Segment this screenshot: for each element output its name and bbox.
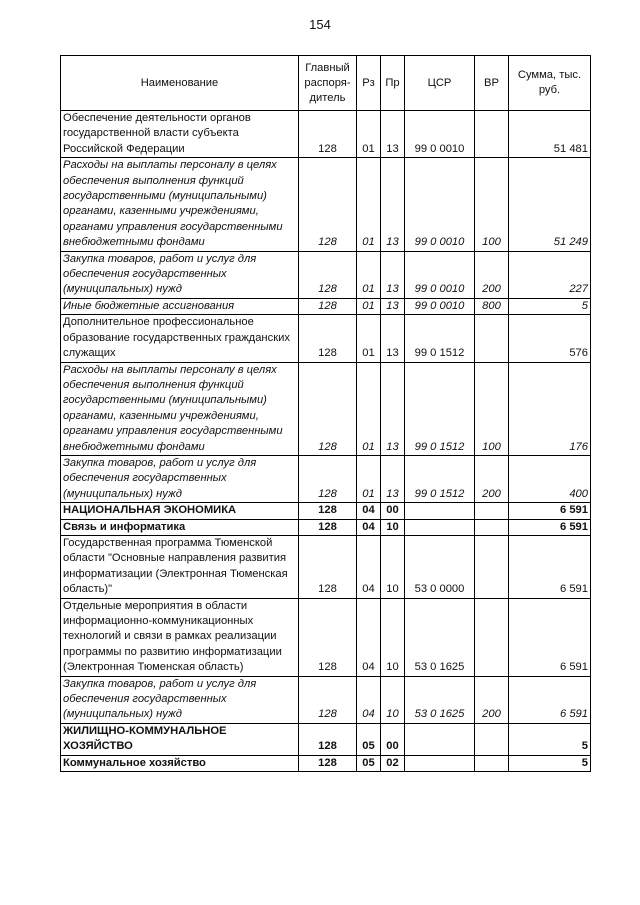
table-row xyxy=(61,535,591,598)
cell-vr xyxy=(475,598,509,676)
cell-name: Иные бюджетные ассигнования xyxy=(61,298,299,314)
cell-main-manager: 128 xyxy=(299,111,357,158)
cell-csr: 99 0 0010 xyxy=(405,111,475,158)
cell-pr: 10 xyxy=(381,535,405,598)
header-csr: ЦСР xyxy=(405,56,475,111)
header-main-manager: Главный распоря-дитель xyxy=(299,56,357,111)
cell-csr: 99 0 1512 xyxy=(405,455,475,502)
cell-rz: 01 xyxy=(357,315,381,362)
cell-vr: 200 xyxy=(475,455,509,502)
cell-sum: 6 591 xyxy=(509,598,591,676)
cell-sum: 5 xyxy=(509,298,591,314)
cell-vr: 100 xyxy=(475,362,509,455)
cell-rz: 04 xyxy=(357,519,381,535)
cell-sum: 176 xyxy=(509,362,591,455)
cell-csr: 53 0 1625 xyxy=(405,676,475,723)
cell-pr: 13 xyxy=(381,298,405,314)
cell-csr xyxy=(405,723,475,755)
cell-vr xyxy=(475,723,509,755)
table-row xyxy=(61,519,591,535)
table-row xyxy=(61,158,591,251)
cell-csr: 99 0 0010 xyxy=(405,251,475,298)
cell-main-manager: 128 xyxy=(299,298,357,314)
cell-sum: 6 591 xyxy=(509,535,591,598)
cell-vr: 800 xyxy=(475,298,509,314)
table-row xyxy=(61,676,591,723)
cell-pr: 13 xyxy=(381,455,405,502)
cell-csr: 53 0 1625 xyxy=(405,598,475,676)
header-vr: ВР xyxy=(475,56,509,111)
cell-csr xyxy=(405,503,475,519)
cell-name: Обеспечение деятельности органов государственной власти субъекта Российской Федерации xyxy=(61,111,299,158)
header-sum: Сумма, тыс. руб. xyxy=(509,56,591,111)
cell-name: Расходы на выплаты персоналу в целях обеспечения выполнения функций государственными (муниципальными) органами, казенными учреждениями, органами управления государственными внебюджетными фондами xyxy=(61,158,299,251)
cell-csr: 99 0 0010 xyxy=(405,158,475,251)
cell-pr: 13 xyxy=(381,111,405,158)
header-pr: Пр xyxy=(381,56,405,111)
cell-sum: 576 xyxy=(509,315,591,362)
table-row xyxy=(61,455,591,502)
cell-main-manager: 128 xyxy=(299,455,357,502)
cell-name: Государственная программа Тюменской области "Основные направления развития информатизации (Электронная Тюменская область)" xyxy=(61,535,299,598)
table-row xyxy=(61,251,591,298)
cell-csr: 99 0 1512 xyxy=(405,362,475,455)
table-row xyxy=(61,315,591,362)
cell-pr: 13 xyxy=(381,251,405,298)
cell-main-manager: 128 xyxy=(299,598,357,676)
cell-vr xyxy=(475,519,509,535)
cell-pr: 13 xyxy=(381,315,405,362)
cell-pr: 10 xyxy=(381,519,405,535)
cell-main-manager: 128 xyxy=(299,723,357,755)
cell-sum: 51 481 xyxy=(509,111,591,158)
cell-sum: 227 xyxy=(509,251,591,298)
cell-rz: 04 xyxy=(357,676,381,723)
cell-rz: 01 xyxy=(357,362,381,455)
header-row xyxy=(61,56,591,111)
cell-name: Отдельные мероприятия в области информационно-коммуникационных технологий и связи в рамках реализации программы по развитию информатизации (Электронная Тюменская область) xyxy=(61,598,299,676)
cell-name: ЖИЛИЩНО-КОММУНАЛЬНОЕ ХОЗЯЙСТВО xyxy=(61,723,299,755)
cell-sum: 51 249 xyxy=(509,158,591,251)
cell-name: Закупка товаров, работ и услуг для обеспечения государственных (муниципальных) нужд xyxy=(61,251,299,298)
page-number: 154 xyxy=(309,17,331,32)
cell-sum: 5 xyxy=(509,755,591,771)
cell-csr xyxy=(405,755,475,771)
cell-main-manager: 128 xyxy=(299,503,357,519)
cell-rz: 01 xyxy=(357,298,381,314)
table-row xyxy=(61,755,591,771)
cell-sum: 6 591 xyxy=(509,676,591,723)
table-row xyxy=(61,362,591,455)
cell-pr: 00 xyxy=(381,503,405,519)
cell-csr: 53 0 0000 xyxy=(405,535,475,598)
table-row xyxy=(61,111,591,158)
cell-pr: 10 xyxy=(381,598,405,676)
cell-rz: 01 xyxy=(357,455,381,502)
cell-sum: 6 591 xyxy=(509,503,591,519)
cell-vr xyxy=(475,755,509,771)
cell-vr xyxy=(475,315,509,362)
header-name: Наименование xyxy=(61,56,299,111)
cell-pr: 13 xyxy=(381,362,405,455)
cell-pr: 10 xyxy=(381,676,405,723)
header-rz: Рз xyxy=(357,56,381,111)
cell-csr xyxy=(405,519,475,535)
cell-sum: 6 591 xyxy=(509,519,591,535)
cell-pr: 00 xyxy=(381,723,405,755)
cell-main-manager: 128 xyxy=(299,519,357,535)
table-row xyxy=(61,598,591,676)
cell-pr: 13 xyxy=(381,158,405,251)
cell-main-manager: 128 xyxy=(299,755,357,771)
cell-rz: 05 xyxy=(357,723,381,755)
cell-name: Закупка товаров, работ и услуг для обеспечения государственных (муниципальных) нужд xyxy=(61,455,299,502)
cell-main-manager: 128 xyxy=(299,676,357,723)
cell-name: Связь и информатика xyxy=(61,519,299,535)
cell-rz: 04 xyxy=(357,503,381,519)
cell-rz: 01 xyxy=(357,111,381,158)
cell-pr: 02 xyxy=(381,755,405,771)
cell-main-manager: 128 xyxy=(299,315,357,362)
cell-csr: 99 0 1512 xyxy=(405,315,475,362)
cell-rz: 01 xyxy=(357,251,381,298)
table-row xyxy=(61,298,591,314)
cell-vr: 200 xyxy=(475,251,509,298)
cell-main-manager: 128 xyxy=(299,535,357,598)
cell-rz: 04 xyxy=(357,535,381,598)
cell-vr: 200 xyxy=(475,676,509,723)
cell-vr xyxy=(475,503,509,519)
cell-name: Коммунальное хозяйство xyxy=(61,755,299,771)
table-body xyxy=(61,111,591,772)
cell-main-manager: 128 xyxy=(299,251,357,298)
cell-sum: 400 xyxy=(509,455,591,502)
cell-csr: 99 0 0010 xyxy=(405,298,475,314)
cell-rz: 04 xyxy=(357,598,381,676)
cell-main-manager: 128 xyxy=(299,362,357,455)
cell-name: Дополнительное профессиональное образование государственных гражданских служащих xyxy=(61,315,299,362)
cell-name: НАЦИОНАЛЬНАЯ ЭКОНОМИКА xyxy=(61,503,299,519)
cell-rz: 01 xyxy=(357,158,381,251)
cell-sum: 5 xyxy=(509,723,591,755)
table-row xyxy=(61,503,591,519)
cell-name: Расходы на выплаты персоналу в целях обеспечения выполнения функций государственными (муниципальными) органами, казенными учреждениями, органами управления государственными внебюджетными фондами xyxy=(61,362,299,455)
table-row xyxy=(61,723,591,755)
cell-vr: 100 xyxy=(475,158,509,251)
cell-main-manager: 128 xyxy=(299,158,357,251)
cell-rz: 05 xyxy=(357,755,381,771)
budget-table xyxy=(60,55,591,772)
cell-vr xyxy=(475,111,509,158)
cell-vr xyxy=(475,535,509,598)
cell-name: Закупка товаров, работ и услуг для обеспечения государственных (муниципальных) нужд xyxy=(61,676,299,723)
